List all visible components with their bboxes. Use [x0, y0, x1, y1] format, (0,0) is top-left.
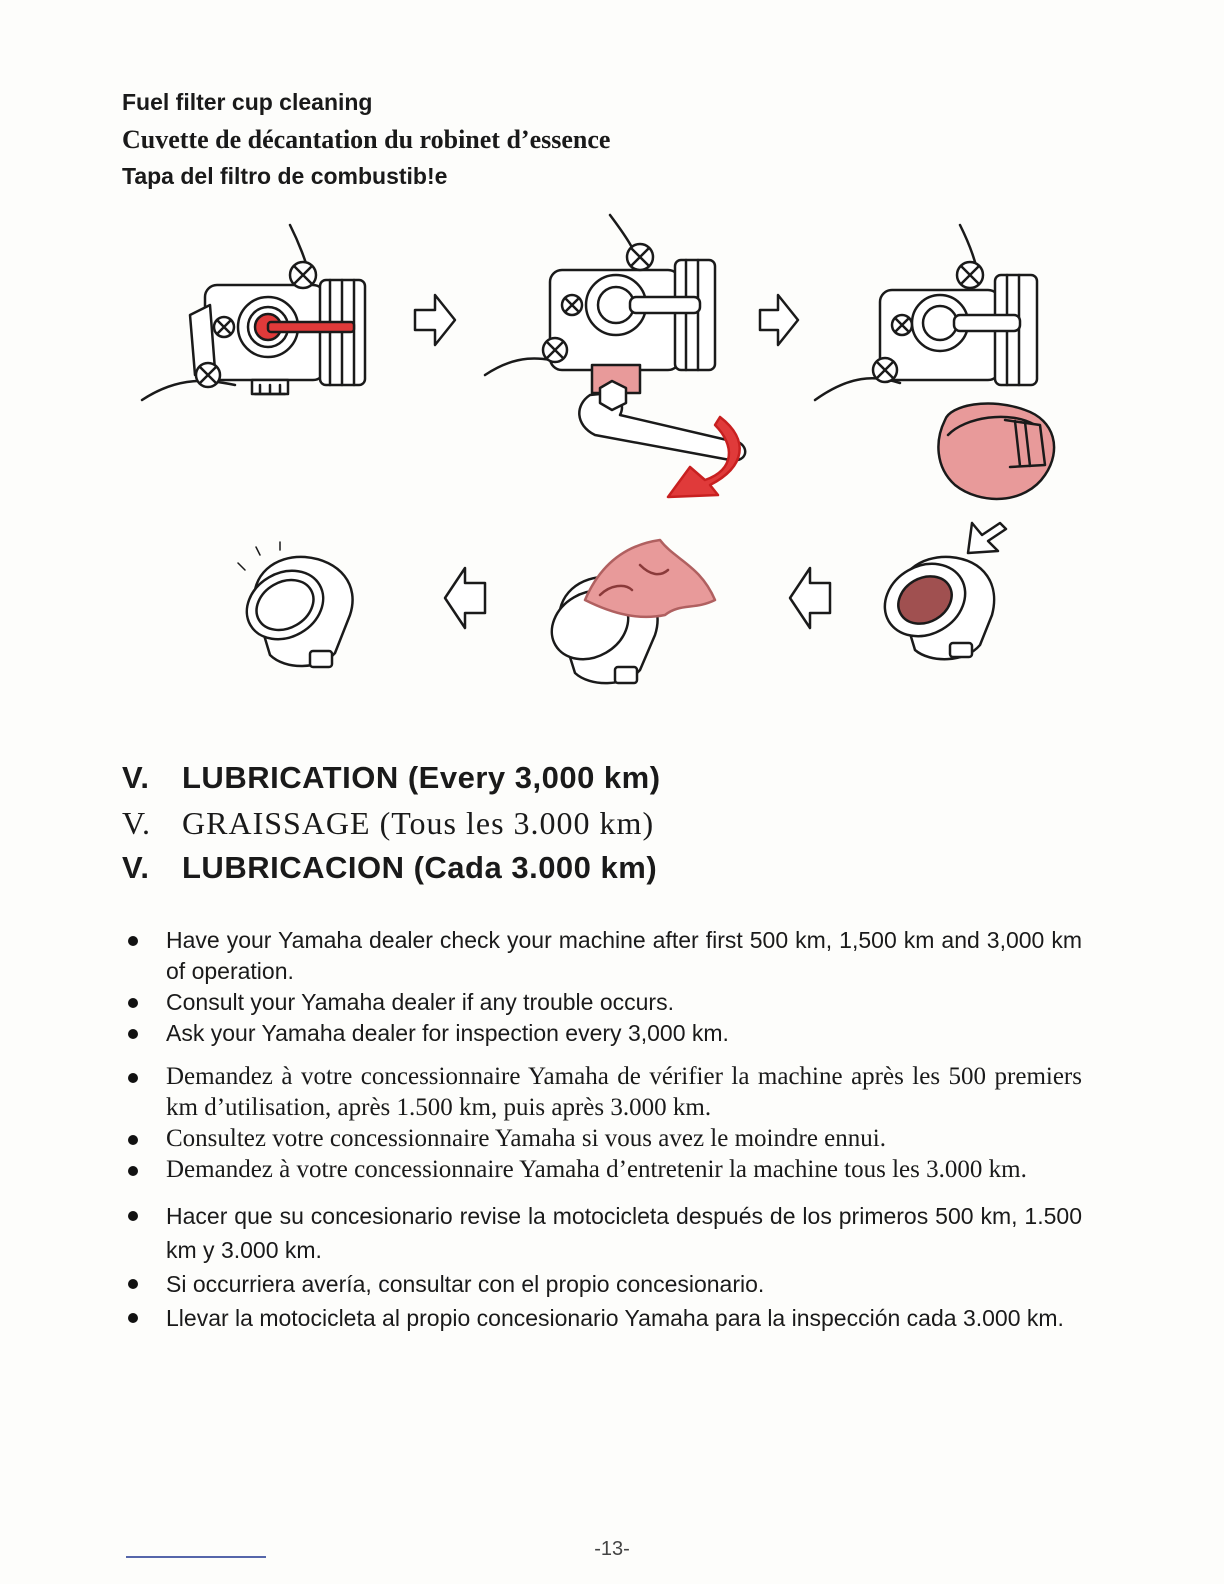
arrow-left-icon [790, 568, 830, 628]
petcock-step-1 [142, 225, 365, 400]
bullet-icon [128, 998, 138, 1008]
heading-es: V. LUBRICACION (Cada 3.000 km) [122, 850, 658, 885]
bullet-icon [128, 1211, 138, 1221]
list-item: Consult your Yamaha dealer if any trouble occurs. [122, 987, 1082, 1018]
list-item: Have your Yamaha dealer check your machine after first 500 km, 1,500 km and 3,000 km of operation. [122, 925, 1082, 987]
bullet-icon [128, 1029, 138, 1039]
list-item: Demandez à votre concessionnaire Yamaha d’entretenir la machine tous les 3.000 km. [122, 1154, 1082, 1185]
arrow-down-left-icon [968, 523, 1006, 553]
page-number: -13- [594, 1538, 630, 1560]
heading-fr: V. GRAISSAGE (Tous les 3.000 km) [122, 805, 655, 841]
bullet-icon [128, 1166, 138, 1176]
arrow-right-icon [760, 295, 798, 345]
bullet-icon [128, 1073, 138, 1083]
arrow-left-icon [445, 568, 485, 628]
lubrication-section-heading [122, 760, 661, 895]
list-item: Hacer que su concesionario revise la motocicleta después de los primeros 500 km, 1.500 km y 3.000 km. [122, 1199, 1082, 1267]
footer-rule [126, 1556, 266, 1558]
heading-en: V. LUBRICATION (Every 3,000 km) [122, 760, 661, 795]
filter-cup-dirty [872, 550, 994, 660]
filter-cup-cleaning [539, 540, 715, 683]
list-item: Ask your Yamaha dealer for inspection every 3,000 km. [122, 1018, 1082, 1049]
arrow-right-icon [415, 295, 455, 345]
list-item: Consultez votre concessionnaire Yamaha si vous avez le moindre ennui. [122, 1123, 1082, 1154]
lubrication-instructions [122, 925, 1082, 1335]
petcock-step-3 [815, 225, 1054, 499]
petcock-step-2 [485, 215, 745, 497]
filter-cup-clean [234, 542, 352, 667]
bullet-list-es [122, 1199, 1082, 1335]
figure-title-block [122, 84, 610, 195]
bullet-list-fr [122, 1061, 1082, 1185]
fuel-filter-illustration [120, 205, 1080, 715]
list-item: Si occurriera avería, consultar con el propio concesionario. [122, 1267, 1082, 1301]
title-en: Fuel filter cup cleaning [122, 89, 373, 115]
bullet-list-en [122, 925, 1082, 1049]
list-item: Llevar la motocicleta al propio concesionario Yamaha para la inspección cada 3.000 km. [122, 1301, 1082, 1335]
title-es: Tapa del filtro de combustib!e [122, 163, 448, 189]
bullet-icon [128, 1313, 138, 1323]
list-item: Demandez à votre concessionnaire Yamaha de vérifier la machine après les 500 premiers km d’utilisation, après 1.500 km, puis après 3.000 km. [122, 1061, 1082, 1123]
bullet-icon [128, 1135, 138, 1145]
title-fr: Cuvette de décantation du robinet d’essence [122, 125, 611, 154]
bullet-icon [128, 936, 138, 946]
bullet-icon [128, 1279, 138, 1289]
